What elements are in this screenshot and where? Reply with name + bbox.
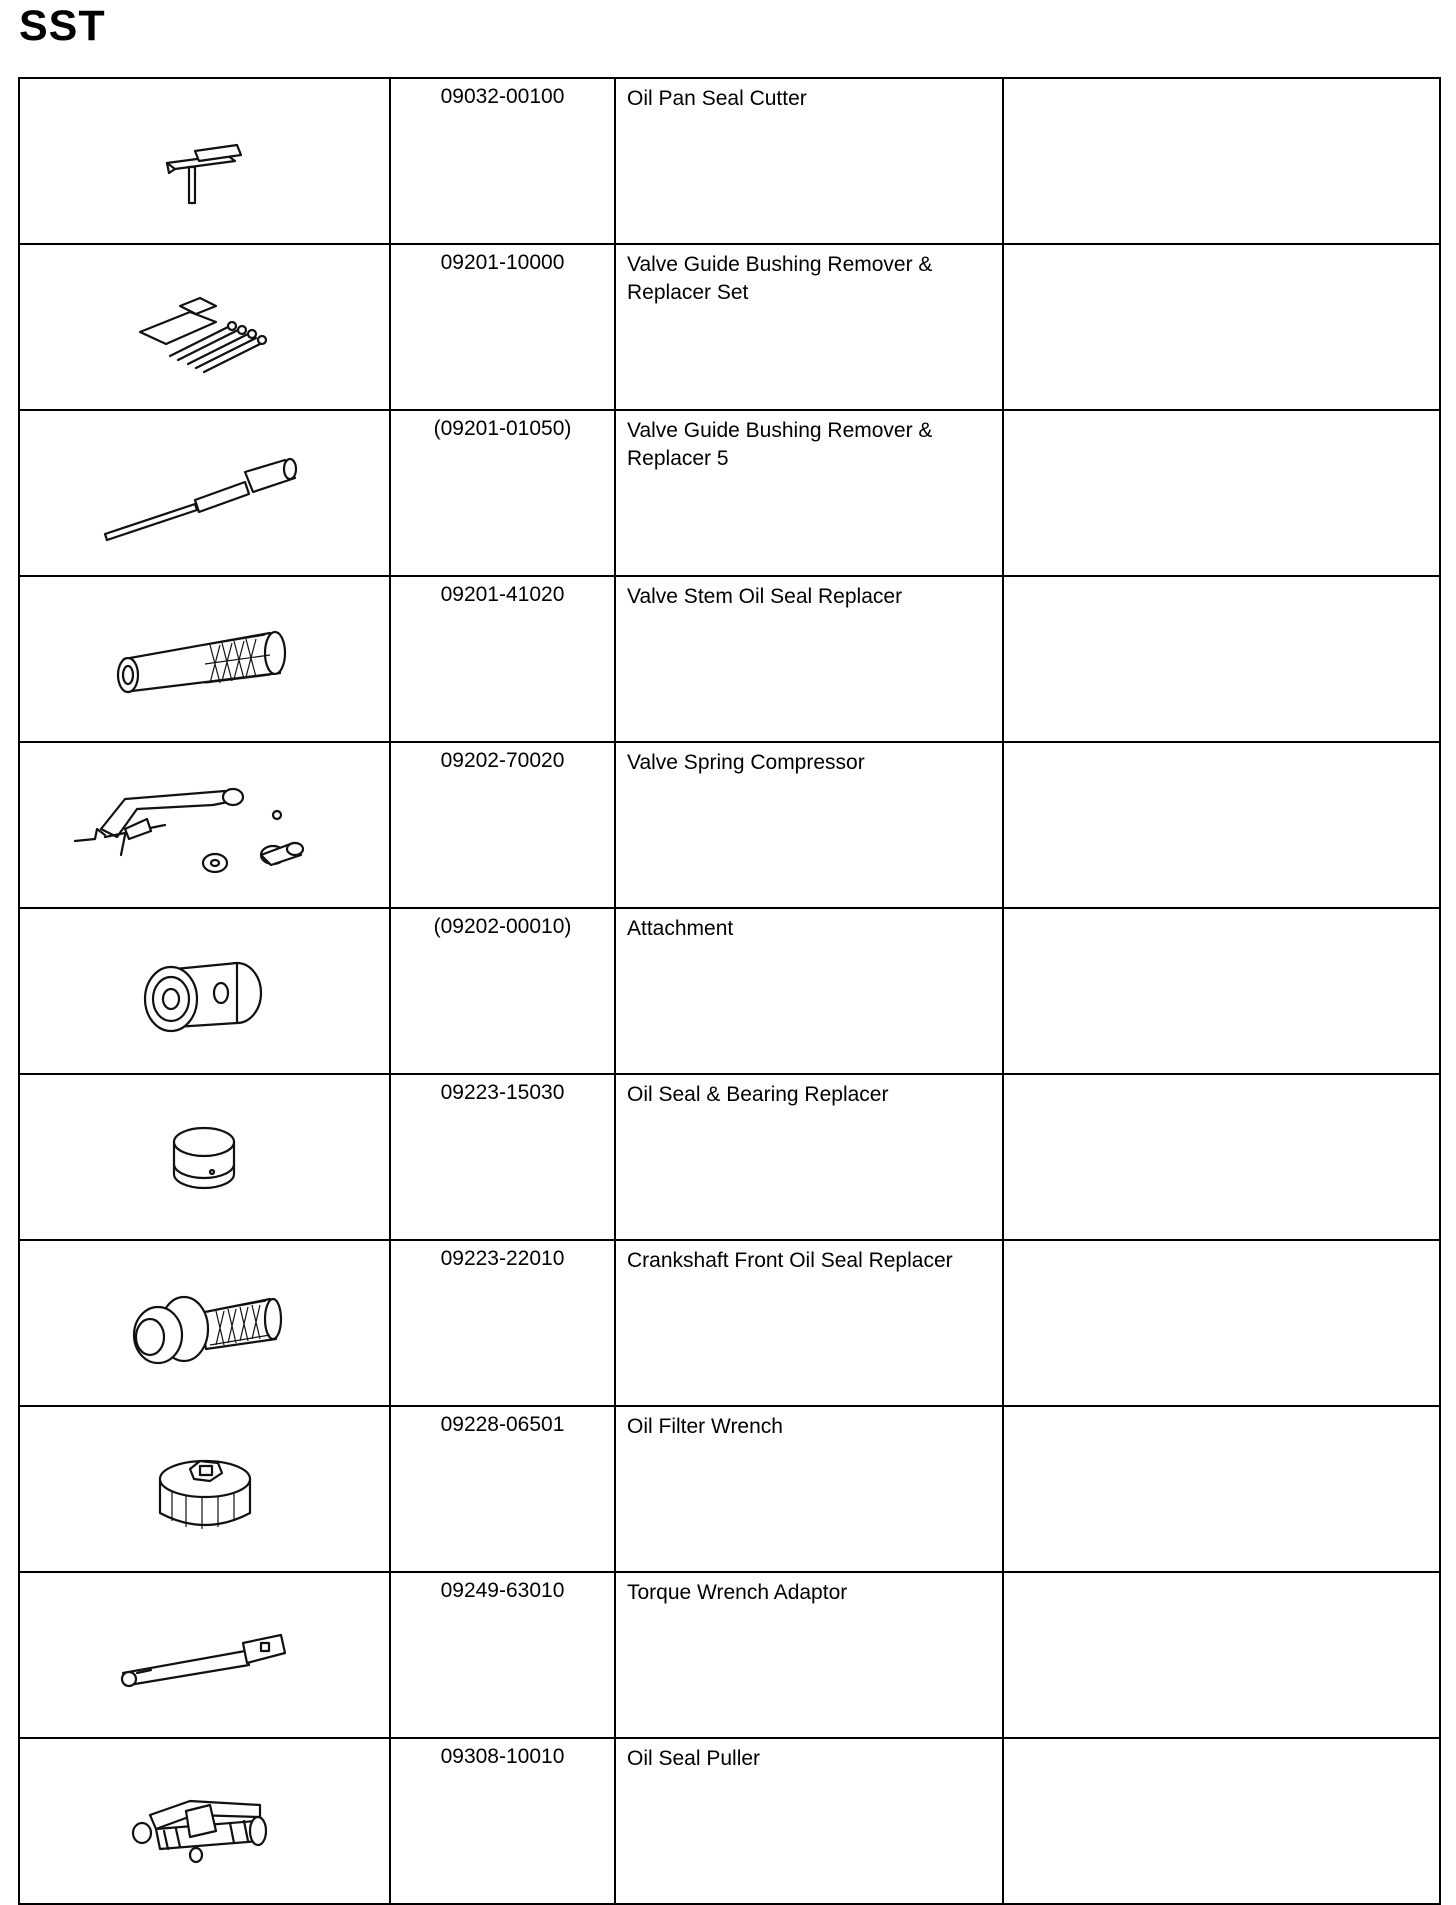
notes-cell <box>1003 244 1440 410</box>
tool-image-cell <box>19 78 390 244</box>
part-number: 09032-00100 <box>390 78 615 244</box>
notes-cell <box>1003 908 1440 1074</box>
part-number: 09201-10000 <box>390 244 615 410</box>
tool-image-cell <box>19 1240 390 1406</box>
table-row <box>19 1406 1440 1572</box>
tool-name: Attachment <box>615 908 1003 1074</box>
tool-image-cell <box>19 1572 390 1738</box>
part-number: 09249-63010 <box>390 1572 615 1738</box>
crankshaft-front-oil-seal-replacer-icon <box>120 1273 290 1373</box>
table-row <box>19 244 1440 410</box>
tool-name: Oil Seal & Bearing Replacer <box>615 1074 1003 1240</box>
notes-cell <box>1003 1406 1440 1572</box>
tool-image-cell <box>19 1738 390 1904</box>
table-row <box>19 908 1440 1074</box>
tool-image-cell <box>19 576 390 742</box>
tool-image-cell <box>19 1074 390 1240</box>
oil-seal-puller-icon <box>120 1771 290 1871</box>
valve-spring-compressor-icon <box>65 765 345 885</box>
part-number: 09223-15030 <box>390 1074 615 1240</box>
tool-image-cell <box>19 1406 390 1572</box>
table-row <box>19 1074 1440 1240</box>
tool-image-cell <box>19 410 390 576</box>
tool-name: Valve Guide Bushing Remover & Replacer 5 <box>615 410 1003 576</box>
tool-name: Valve Spring Compressor <box>615 742 1003 908</box>
valve-stem-oil-seal-replacer-icon <box>110 619 300 699</box>
tool-name: Torque Wrench Adaptor <box>615 1572 1003 1738</box>
part-number: 09308-10010 <box>390 1738 615 1904</box>
oil-seal-bearing-replacer-icon <box>160 1112 250 1202</box>
tool-name: Oil Pan Seal Cutter <box>615 78 1003 244</box>
notes-cell <box>1003 410 1440 576</box>
part-number: (09201-01050) <box>390 410 615 576</box>
part-number: (09202-00010) <box>390 908 615 1074</box>
table-row <box>19 78 1440 244</box>
notes-cell <box>1003 576 1440 742</box>
notes-cell <box>1003 1240 1440 1406</box>
notes-cell <box>1003 742 1440 908</box>
sst-table <box>18 77 1441 1905</box>
tool-name: Crankshaft Front Oil Seal Replacer <box>615 1240 1003 1406</box>
part-number: 09228-06501 <box>390 1406 615 1572</box>
tool-name: Oil Filter Wrench <box>615 1406 1003 1572</box>
table-row <box>19 1738 1440 1904</box>
part-number: 09201-41020 <box>390 576 615 742</box>
notes-cell <box>1003 1074 1440 1240</box>
oil-filter-wrench-icon <box>150 1439 260 1539</box>
table-row <box>19 1572 1440 1738</box>
valve-guide-bushing-set-icon <box>130 272 280 382</box>
valve-guide-bushing-remover-icon <box>95 438 315 548</box>
part-number: 09202-70020 <box>390 742 615 908</box>
tool-image-cell <box>19 742 390 908</box>
notes-cell <box>1003 1738 1440 1904</box>
torque-wrench-adaptor-icon <box>115 1615 295 1695</box>
part-number: 09223-22010 <box>390 1240 615 1406</box>
attachment-icon <box>135 941 275 1041</box>
tool-name: Valve Stem Oil Seal Replacer <box>615 576 1003 742</box>
tool-image-cell <box>19 244 390 410</box>
table-row <box>19 742 1440 908</box>
table-row <box>19 576 1440 742</box>
page-title: SST <box>19 2 106 50</box>
tool-name: Valve Guide Bushing Remover & Replacer Set <box>615 244 1003 410</box>
notes-cell <box>1003 78 1440 244</box>
oil-pan-seal-cutter-icon <box>145 111 265 211</box>
notes-cell <box>1003 1572 1440 1738</box>
tool-image-cell <box>19 908 390 1074</box>
table-row <box>19 410 1440 576</box>
tool-name: Oil Seal Puller <box>615 1738 1003 1904</box>
table-row <box>19 1240 1440 1406</box>
